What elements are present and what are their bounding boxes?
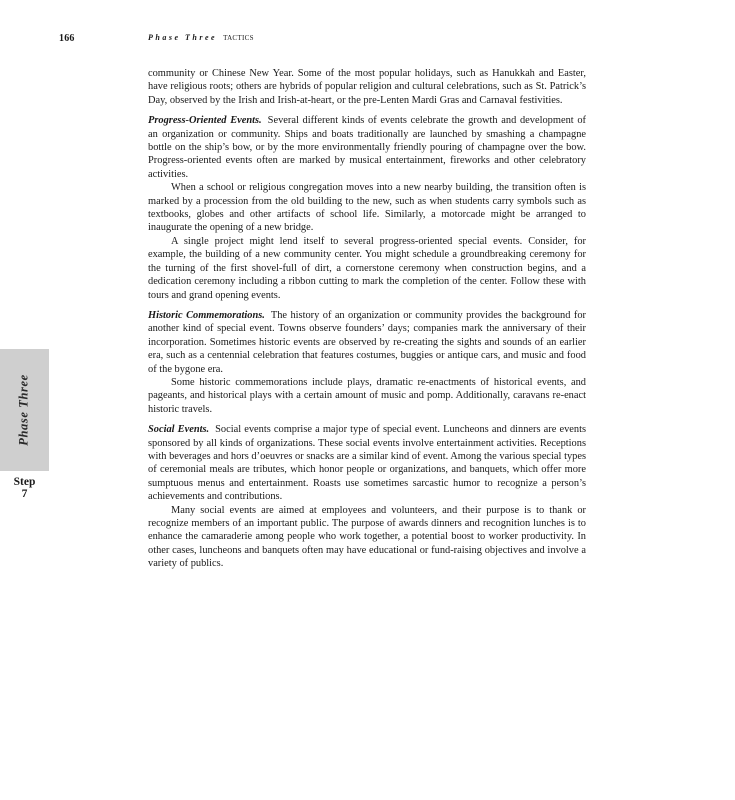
paragraph-holidays-continued: community or Chinese New Year. Some of the most popular holidays, such as Hanukkah and Easter, have religious roots; others are hybrids of popular religion and cultural celebrations, such as St. Patrick’s Day, observed by the Irish and Irish-at-heart, or the pre-Lenten Mardi Gras and Carnaval festivities. xyxy=(148,68,586,106)
running-head xyxy=(148,33,254,42)
heading-social-events: Social Events. xyxy=(148,424,210,436)
heading-progress-oriented-events: Progress-Oriented Events. xyxy=(148,115,262,127)
paragraph-community-center: A single project might lend itself to several progress-oriented special events. Consider, for example, the building of a new community center. You might schedule a groundbreaking ceremony for the turning of the first shovel-full of dirt, a cornerstone ceremony when construction begins, and a dedication ceremony including a ribbon cutting to mark the completion of the center. Follow these with tours and grand opening events. xyxy=(148,235,586,301)
paragraph-social-intro xyxy=(148,423,586,503)
paragraph-text: Several different kinds of events celebrate the growth and development of an organization or community. Ships and boats traditionally are launched by smashing a champagne bottle on the ship’s bow, or by the more environmentally friendly pouring of champagne over the bow. Progress-oriented events often are marked by musical entertainment, fireworks and other celebratory activities. xyxy=(148,115,586,180)
paragraph-historic-intro xyxy=(148,309,586,376)
running-head-section: TACTICS xyxy=(223,34,254,42)
paragraph-text: The history of an organization or community provides the background for another kind of special event. Towns observe founders’ days; companies mark the anniversary of their incorporation. Sometimes historic events are observed by re-creating the sights and sounds of an earlier era, such as a centennial celebration that features costumes, buggies or antique cars, and music and food of the bygone era. xyxy=(148,309,586,375)
step-indicator xyxy=(0,476,49,500)
page-number: 166 xyxy=(59,33,75,44)
running-head-phase: Phase Three xyxy=(148,33,218,42)
step-label: Step xyxy=(13,476,36,488)
paragraph-school-move: When a school or religious congregation moves into a new nearby building, the transition often is marked by a procession from the old building to the new, such as when students carry symbols such as textbooks, globes and other artifacts of school life. Similarly, a motorcade might be arranged to inaugurate the opening of a new bridge. xyxy=(148,182,586,234)
paragraph-progress-intro xyxy=(148,114,586,181)
paragraph-text: Social events comprise a major type of special event. Luncheons and dinners are events sponsored by all kinds of organizations. These social events involve entertainment activities. Receptions with beverages and hors d’oeuvres or snacks are a similar kind of event. Among the various special types of ceremonial meals are tributes, which honor people or organizations, and banquets, which offer more sumptuous menus and entertainment. Roasts use sometimes sarcastic humor to recognize a person’s achievements and contributions. xyxy=(148,424,586,503)
paragraph-historic-plays: Some historic commemorations include plays, dramatic re-enactments of historical events, and pageants, and historical plays with a certain amount of music and pomp. Additionally, caravans re-enact historic travels. xyxy=(148,376,586,415)
phase-tab-label: Phase Three xyxy=(16,374,31,446)
heading-historic-commemorations: Historic Commemorations. xyxy=(148,309,265,321)
step-number: 7 xyxy=(21,488,28,500)
body-text xyxy=(148,67,586,571)
paragraph-employee-events: Many social events are aimed at employees and volunteers, and their purpose is to thank or recognize members of an important public. The purpose of awards dinners and recognition lunches is to enhance the camaraderie among people who work together, a potential boost to worker productivity. In other cases, luncheons and banquets often may have educational or fund-raising objectives and involve a variety of publics. xyxy=(148,504,586,570)
